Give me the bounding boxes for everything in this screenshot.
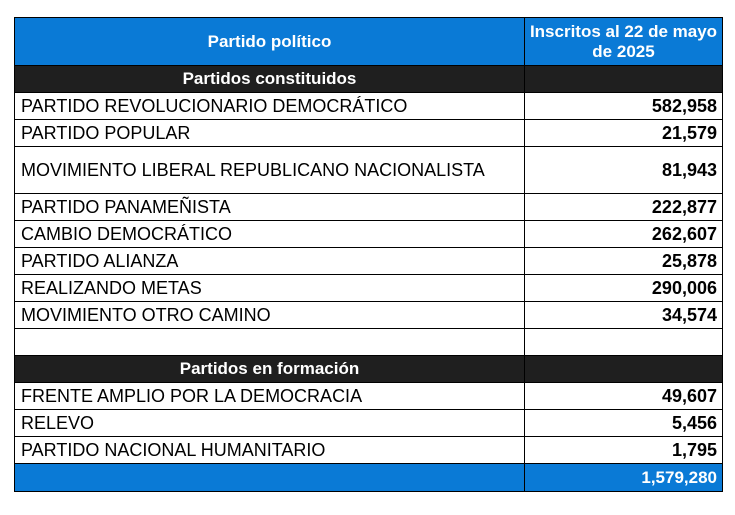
registered-count: 1,795 — [525, 437, 723, 464]
section-label: Partidos constituidos — [15, 66, 525, 93]
party-name: PARTIDO PANAMEÑISTA — [15, 194, 525, 221]
party-name: PARTIDO REVOLUCIONARIO DEMOCRÁTICO — [15, 93, 525, 120]
party-name: MOVIMIENTO LIBERAL REPUBLICANO NACIONALISTA — [15, 147, 525, 194]
total-value: 1,579,280 — [525, 464, 723, 492]
table-row — [15, 275, 723, 302]
header-registered: Inscritos al 22 de mayo de 2025 — [525, 18, 723, 66]
section-label: Partidos en formación — [15, 356, 525, 383]
table-row — [15, 147, 723, 194]
registered-count: 582,958 — [525, 93, 723, 120]
table-row — [15, 302, 723, 329]
party-name: FRENTE AMPLIO POR LA DEMOCRACIA — [15, 383, 525, 410]
table-row — [15, 383, 723, 410]
section-header-forming — [15, 356, 723, 383]
party-name: MOVIMIENTO OTRO CAMINO — [15, 302, 525, 329]
table-row — [15, 437, 723, 464]
registered-count: 25,878 — [525, 248, 723, 275]
table-row — [15, 120, 723, 147]
header-party: Partido político — [15, 18, 525, 66]
table-row — [15, 248, 723, 275]
party-name: PARTIDO ALIANZA — [15, 248, 525, 275]
party-name: REALIZANDO METAS — [15, 275, 525, 302]
table-row — [15, 93, 723, 120]
registered-count: 49,607 — [525, 383, 723, 410]
registered-count: 290,006 — [525, 275, 723, 302]
table-header — [15, 18, 723, 66]
registered-count: 21,579 — [525, 120, 723, 147]
section-header-constituted — [15, 66, 723, 93]
party-name: PARTIDO POPULAR — [15, 120, 525, 147]
registered-count: 81,943 — [525, 147, 723, 194]
spacer-row — [15, 329, 723, 356]
registered-count: 262,607 — [525, 221, 723, 248]
party-name: RELEVO — [15, 410, 525, 437]
table-row — [15, 410, 723, 437]
registered-count: 5,456 — [525, 410, 723, 437]
registered-count: 222,877 — [525, 194, 723, 221]
table-row — [15, 221, 723, 248]
total-row — [15, 464, 723, 492]
registered-count: 34,574 — [525, 302, 723, 329]
party-registration-table — [14, 17, 723, 492]
party-name: CAMBIO DEMOCRÁTICO — [15, 221, 525, 248]
party-name: PARTIDO NACIONAL HUMANITARIO — [15, 437, 525, 464]
table-row — [15, 194, 723, 221]
